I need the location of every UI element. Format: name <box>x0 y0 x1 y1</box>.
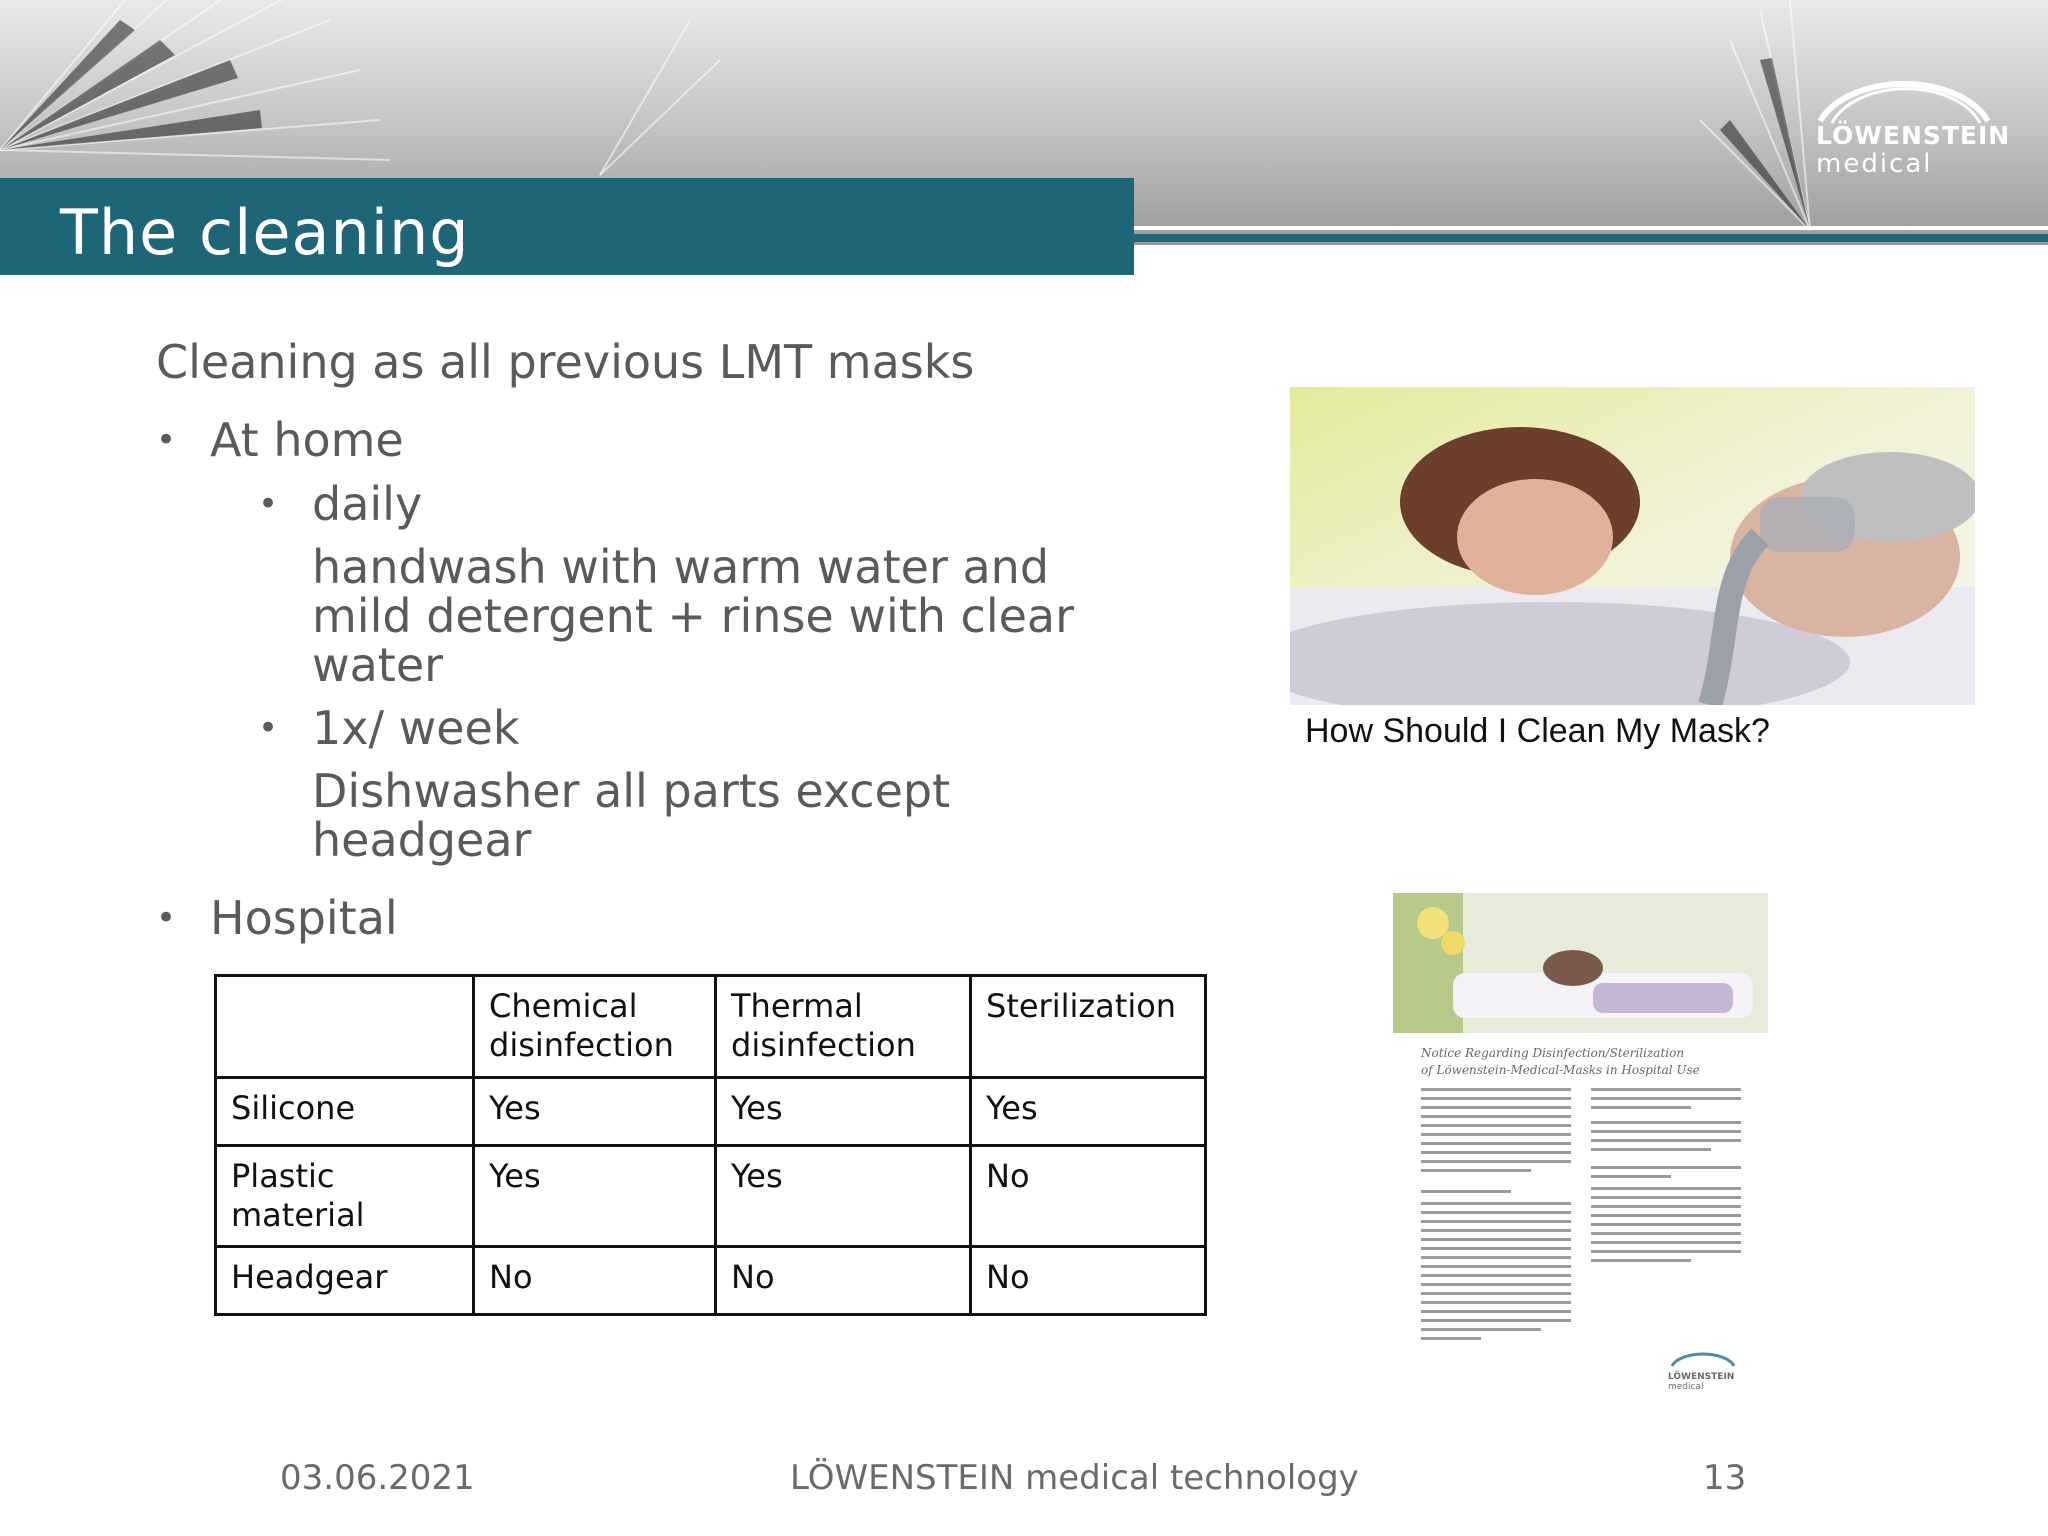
table-cell <box>216 1146 474 1247</box>
weekly-detail-line: headgear <box>312 813 532 867</box>
bullet-hospital: Hospital <box>210 891 398 945</box>
table-row <box>216 1078 1206 1146</box>
hospital-bed-photo <box>1393 893 1768 1033</box>
material-label: material <box>231 1196 365 1234</box>
document-logo-name: LÖWENSTEIN <box>1668 1372 1735 1382</box>
bullet-at-home: At home <box>210 413 404 467</box>
material-label: Headgear <box>231 1258 388 1296</box>
table-row <box>216 1247 1206 1315</box>
header-rule-light <box>1134 226 2048 230</box>
table-header-cell <box>216 976 474 1078</box>
document-title-line: Notice Regarding Disinfection/Sterilization <box>1421 1046 1685 1060</box>
header-line: disinfection <box>731 1026 916 1064</box>
table-row <box>216 1146 1206 1247</box>
document-logo-sub: medical <box>1668 1382 1704 1392</box>
material-label: Plastic <box>231 1157 335 1195</box>
lead-text: Cleaning as all previous LMT masks <box>156 335 975 389</box>
table-cell <box>216 1078 474 1146</box>
header-line: Chemical <box>489 987 638 1025</box>
hospital-notice-document <box>1393 893 1768 1403</box>
table-cell: No <box>971 1247 1206 1315</box>
title-bar <box>0 178 1134 275</box>
header-line: Sterilization <box>986 987 1177 1025</box>
document-title <box>1421 1045 1700 1079</box>
document-title-line: of Löwenstein-Medical-Masks in Hospital Use <box>1421 1063 1700 1077</box>
page-title: The cleaning <box>60 196 470 269</box>
table-cell: No <box>474 1247 716 1315</box>
bullet-dot: • <box>156 898 177 938</box>
page-number: 13 <box>1703 1458 1747 1498</box>
table-header-cell <box>971 976 1206 1078</box>
table-header-cell <box>474 976 716 1078</box>
daily-detail-line: mild detergent + rinse with clear <box>312 589 1075 643</box>
footer-company: LÖWENSTEIN medical technology <box>790 1458 1359 1498</box>
table-cell: No <box>971 1146 1206 1247</box>
table-cell <box>216 1247 474 1315</box>
bullet-dot: • <box>258 484 279 524</box>
logo-sub: medical <box>1816 149 1933 179</box>
table-cell: Yes <box>474 1146 716 1247</box>
bullet-weekly: 1x/ week <box>312 701 520 755</box>
material-label: Silicone <box>231 1089 356 1127</box>
document-logo <box>1668 1348 1738 1393</box>
sleeping-couple-photo <box>1290 387 1975 705</box>
footer-date: 03.06.2021 <box>280 1458 475 1498</box>
lowenstein-logo <box>1810 55 2010 185</box>
header-rule <box>1134 234 2048 242</box>
table-cell: Yes <box>971 1078 1206 1146</box>
daily-detail-line: water <box>312 638 444 692</box>
logo-name: LÖWENSTEIN <box>1816 121 2011 150</box>
table-header-cell <box>716 976 971 1078</box>
table-cell: Yes <box>716 1146 971 1247</box>
table-cell: No <box>716 1247 971 1315</box>
table-cell: Yes <box>474 1078 716 1146</box>
bullet-dot: • <box>258 708 279 748</box>
cleaning-table <box>214 974 1207 1316</box>
header-line: disinfection <box>489 1026 674 1064</box>
header-line: Thermal <box>731 987 863 1025</box>
logo-arc-icon <box>1668 1348 1738 1368</box>
daily-detail-line: handwash with warm water and <box>312 540 1050 594</box>
bullet-dot: • <box>156 420 177 460</box>
photo-caption: How Should I Clean My Mask? <box>1305 712 1770 750</box>
bullet-daily: daily <box>312 477 423 531</box>
table-header-row <box>216 976 1206 1078</box>
table-cell: Yes <box>716 1078 971 1146</box>
weekly-detail-line: Dishwasher all parts except <box>312 764 951 818</box>
